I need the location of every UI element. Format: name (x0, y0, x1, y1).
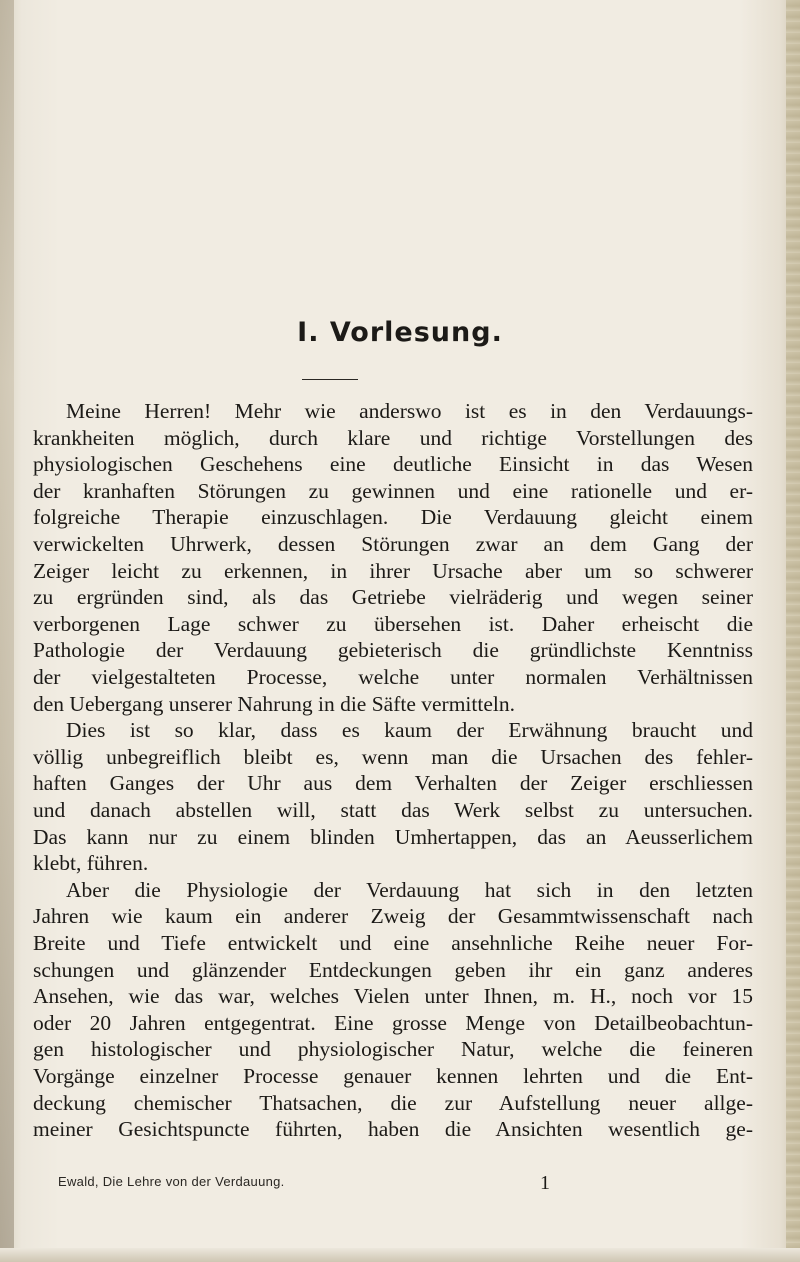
text-line: meiner Gesichtspuncte führten, haben die Ansichten wesentlich ge- (33, 1117, 753, 1142)
text-line: krankheiten möglich, durch klare und richtige Vorstellungen des (33, 425, 753, 450)
running-footer-title: Ewald, Die Lehre von der Verdauung. (58, 1174, 285, 1189)
text-line: verwickelten Uhrwerk, dessen Störungen zwar an dem Gang der (33, 532, 753, 556)
text-line: folgreiche Therapie einzuschlagen. Die Verdauung gleicht einem (33, 505, 753, 530)
text-line: völlig unbegreiflich bleibt es, wenn man die Ursachen des fehler- (33, 744, 753, 769)
text-line: oder 20 Jahren entgegentrat. Eine grosse Menge von Detailbeobachtun- (33, 1010, 753, 1035)
heading-rule (302, 379, 358, 380)
text-line: deckung chemischer Thatsachen, die zur Aufstellung neuer allge- (33, 1090, 753, 1115)
text-line: gen histologischer und physiologischer Natur, welche die feineren (33, 1037, 753, 1062)
text-line: Breite und Tiefe entwickelt und eine ansehnliche Reihe neuer For- (33, 931, 753, 955)
text-line: der vielgestalteten Processe, welche unter normalen Verhältnissen (33, 665, 753, 689)
text-line: schungen und glänzender Entdeckungen geben ihr ein ganz anderes (33, 957, 753, 982)
text-line: physiologischen Geschehens eine deutliche Einsicht in das Wesen (33, 452, 753, 477)
text-line: zu ergründen sind, als das Getriebe vielräderig und wegen seiner (33, 585, 753, 610)
text-line: der kranhaften Störungen zu gewinnen und eine rationelle und er- (33, 478, 753, 503)
page-bottom-edge (0, 1248, 800, 1262)
text-line: Meine Herren! Mehr wie anderswo ist es in den Verdauungs- (66, 399, 753, 423)
text-line: und danach abstellen will, statt das Werk selbst zu untersuchen. (33, 798, 753, 822)
page-gutter-shadow (0, 0, 14, 1262)
text-line: klebt, führen. (33, 851, 149, 876)
text-line: verborgenen Lage schwer zu übersehen ist. Daher erheischt die (33, 611, 753, 636)
chapter-heading: I. Vorlesung. (297, 317, 503, 348)
text-line: haften Ganges der Uhr aus dem Verhalten der Zeiger erschliessen (33, 771, 753, 796)
signature-mark: 1 (540, 1172, 550, 1194)
page-edge (786, 0, 800, 1262)
text-line: Jahren wie kaum ein anderer Zweig der Gesammtwissenschaft nach (33, 904, 753, 929)
text-line: Dies ist so klar, dass es kaum der Erwähnung braucht und (66, 718, 753, 743)
text-line: Das kann nur zu einem blinden Umhertappen, das an Aeusserlichem (33, 824, 753, 849)
text-line: Aber die Physiologie der Verdauung hat sich in den letzten (66, 877, 753, 902)
text-line: Zeiger leicht zu erkennen, in ihrer Ursache aber um so schwerer (33, 558, 753, 583)
text-line: Vorgänge einzelner Processe genauer kennen lehrten und die Ent- (33, 1064, 753, 1088)
text-line: Ansehen, wie das war, welches Vielen unter Ihnen, m. H., noch vor 15 (33, 984, 753, 1009)
text-line: den Uebergang unserer Nahrung in die Säfte vermitteln. (33, 691, 515, 716)
text-line: Pathologie der Verdauung gebieterisch die gründlichste Kenntniss (33, 638, 753, 663)
